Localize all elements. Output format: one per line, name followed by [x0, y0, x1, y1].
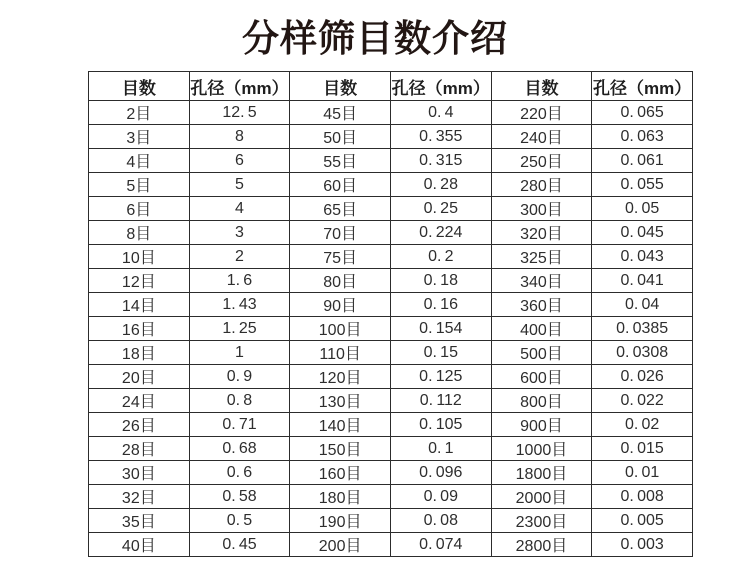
aperture-cell: 0. 022 — [592, 389, 693, 413]
mesh-count-cell: 240目 — [491, 125, 592, 149]
aperture-cell: 0. 015 — [592, 437, 693, 461]
mesh-count-cell: 4目 — [89, 149, 190, 173]
mesh-count-cell: 12目 — [89, 269, 190, 293]
aperture-cell: 6 — [189, 149, 290, 173]
mesh-count-cell: 220目 — [491, 101, 592, 125]
mesh-count-cell: 2000目 — [491, 485, 592, 509]
aperture-cell: 0. 16 — [390, 293, 491, 317]
mesh-count-cell: 24目 — [89, 389, 190, 413]
mesh-count-cell: 320目 — [491, 221, 592, 245]
mesh-count-cell: 50目 — [290, 125, 391, 149]
aperture-cell: 1. 43 — [189, 293, 290, 317]
table-row — [89, 173, 693, 197]
mesh-count-cell: 2800目 — [491, 533, 592, 557]
column-header: 目数 — [491, 72, 592, 101]
aperture-cell: 2 — [189, 245, 290, 269]
aperture-cell: 0. 04 — [592, 293, 693, 317]
table-row — [89, 461, 693, 485]
aperture-cell: 0. 2 — [390, 245, 491, 269]
aperture-cell: 0. 0308 — [592, 341, 693, 365]
mesh-count-cell: 90目 — [290, 293, 391, 317]
aperture-cell: 0. 043 — [592, 245, 693, 269]
table-row — [89, 149, 693, 173]
column-header: 目数 — [290, 72, 391, 101]
aperture-cell: 0. 68 — [189, 437, 290, 461]
mesh-count-cell: 160目 — [290, 461, 391, 485]
aperture-cell: 0. 15 — [390, 341, 491, 365]
aperture-cell: 0. 28 — [390, 173, 491, 197]
mesh-count-cell: 300目 — [491, 197, 592, 221]
aperture-cell: 12. 5 — [189, 101, 290, 125]
aperture-cell: 0. 355 — [390, 125, 491, 149]
mesh-count-cell: 190目 — [290, 509, 391, 533]
header-row — [89, 72, 693, 101]
aperture-cell: 0. 045 — [592, 221, 693, 245]
aperture-cell: 0. 105 — [390, 413, 491, 437]
table-row — [89, 341, 693, 365]
mesh-count-cell: 35目 — [89, 509, 190, 533]
mesh-count-cell: 65目 — [290, 197, 391, 221]
aperture-cell: 0. 063 — [592, 125, 693, 149]
aperture-cell: 4 — [189, 197, 290, 221]
aperture-cell: 0. 71 — [189, 413, 290, 437]
mesh-count-cell: 10目 — [89, 245, 190, 269]
column-header: 孔径（mm） — [592, 72, 693, 101]
aperture-cell: 8 — [189, 125, 290, 149]
mesh-count-cell: 180目 — [290, 485, 391, 509]
aperture-cell: 0. 02 — [592, 413, 693, 437]
mesh-count-cell: 150目 — [290, 437, 391, 461]
aperture-cell: 0. 125 — [390, 365, 491, 389]
aperture-cell: 0. 112 — [390, 389, 491, 413]
aperture-cell: 5 — [189, 173, 290, 197]
table-row — [89, 293, 693, 317]
aperture-cell: 0. 1 — [390, 437, 491, 461]
mesh-count-cell: 80目 — [290, 269, 391, 293]
mesh-count-cell: 55目 — [290, 149, 391, 173]
aperture-cell: 0. 18 — [390, 269, 491, 293]
aperture-cell: 1. 6 — [189, 269, 290, 293]
mesh-count-cell: 340目 — [491, 269, 592, 293]
mesh-count-cell: 130目 — [290, 389, 391, 413]
mesh-count-cell: 900目 — [491, 413, 592, 437]
aperture-cell: 0. 4 — [390, 101, 491, 125]
mesh-count-cell: 28目 — [89, 437, 190, 461]
table-row — [89, 269, 693, 293]
aperture-cell: 0. 061 — [592, 149, 693, 173]
column-header: 孔径（mm） — [390, 72, 491, 101]
mesh-count-cell: 6目 — [89, 197, 190, 221]
aperture-cell: 0. 026 — [592, 365, 693, 389]
aperture-cell: 0. 008 — [592, 485, 693, 509]
aperture-cell: 0. 6 — [189, 461, 290, 485]
mesh-count-cell: 325目 — [491, 245, 592, 269]
aperture-cell: 1. 25 — [189, 317, 290, 341]
table-body — [89, 101, 693, 557]
mesh-count-cell: 250目 — [491, 149, 592, 173]
aperture-cell: 3 — [189, 221, 290, 245]
aperture-cell: 0. 005 — [592, 509, 693, 533]
table-row — [89, 221, 693, 245]
table-row — [89, 365, 693, 389]
mesh-count-cell: 40目 — [89, 533, 190, 557]
mesh-count-cell: 400目 — [491, 317, 592, 341]
mesh-count-cell: 26目 — [89, 413, 190, 437]
mesh-count-cell: 5目 — [89, 173, 190, 197]
mesh-count-cell: 1800目 — [491, 461, 592, 485]
table-row — [89, 317, 693, 341]
mesh-count-cell: 20目 — [89, 365, 190, 389]
mesh-count-cell: 8目 — [89, 221, 190, 245]
aperture-cell: 0. 065 — [592, 101, 693, 125]
aperture-cell: 0. 01 — [592, 461, 693, 485]
mesh-count-cell: 2目 — [89, 101, 190, 125]
mesh-count-cell: 600目 — [491, 365, 592, 389]
aperture-cell: 0. 58 — [189, 485, 290, 509]
aperture-cell: 0. 315 — [390, 149, 491, 173]
aperture-cell: 0. 5 — [189, 509, 290, 533]
mesh-count-cell: 45目 — [290, 101, 391, 125]
mesh-count-cell: 16目 — [89, 317, 190, 341]
aperture-cell: 1 — [189, 341, 290, 365]
mesh-count-cell: 100目 — [290, 317, 391, 341]
table-row — [89, 245, 693, 269]
aperture-cell: 0. 154 — [390, 317, 491, 341]
table-row — [89, 509, 693, 533]
mesh-count-cell: 3目 — [89, 125, 190, 149]
table-row — [89, 197, 693, 221]
aperture-cell: 0. 224 — [390, 221, 491, 245]
mesh-count-cell: 32目 — [89, 485, 190, 509]
aperture-cell: 0. 055 — [592, 173, 693, 197]
aperture-cell: 0. 8 — [189, 389, 290, 413]
aperture-cell: 0. 05 — [592, 197, 693, 221]
mesh-count-cell: 2300目 — [491, 509, 592, 533]
aperture-cell: 0. 041 — [592, 269, 693, 293]
column-header: 目数 — [89, 72, 190, 101]
aperture-cell: 0. 45 — [189, 533, 290, 557]
mesh-count-cell: 30目 — [89, 461, 190, 485]
aperture-cell: 0. 0385 — [592, 317, 693, 341]
mesh-size-table — [88, 71, 693, 557]
table-row — [89, 485, 693, 509]
table-row — [89, 413, 693, 437]
mesh-count-cell: 360目 — [491, 293, 592, 317]
mesh-count-cell: 140目 — [290, 413, 391, 437]
aperture-cell: 0. 003 — [592, 533, 693, 557]
mesh-count-cell: 200目 — [290, 533, 391, 557]
table-row — [89, 533, 693, 557]
table-row — [89, 389, 693, 413]
aperture-cell: 0. 09 — [390, 485, 491, 509]
mesh-count-cell: 1000目 — [491, 437, 592, 461]
mesh-count-cell: 60目 — [290, 173, 391, 197]
mesh-count-cell: 120目 — [290, 365, 391, 389]
page-title: 分样筛目数介绍 — [242, 18, 508, 59]
mesh-count-cell: 500目 — [491, 341, 592, 365]
table-header — [89, 72, 693, 101]
aperture-cell: 0. 25 — [390, 197, 491, 221]
mesh-count-cell: 800目 — [491, 389, 592, 413]
table-row — [89, 437, 693, 461]
mesh-count-cell: 75目 — [290, 245, 391, 269]
column-header: 孔径（mm） — [189, 72, 290, 101]
mesh-count-cell: 70目 — [290, 221, 391, 245]
aperture-cell: 0. 074 — [390, 533, 491, 557]
aperture-cell: 0. 096 — [390, 461, 491, 485]
mesh-count-cell: 110目 — [290, 341, 391, 365]
table-row — [89, 101, 693, 125]
mesh-count-cell: 18目 — [89, 341, 190, 365]
aperture-cell: 0. 9 — [189, 365, 290, 389]
table-row — [89, 125, 693, 149]
mesh-count-cell: 280目 — [491, 173, 592, 197]
aperture-cell: 0. 08 — [390, 509, 491, 533]
mesh-count-cell: 14目 — [89, 293, 190, 317]
